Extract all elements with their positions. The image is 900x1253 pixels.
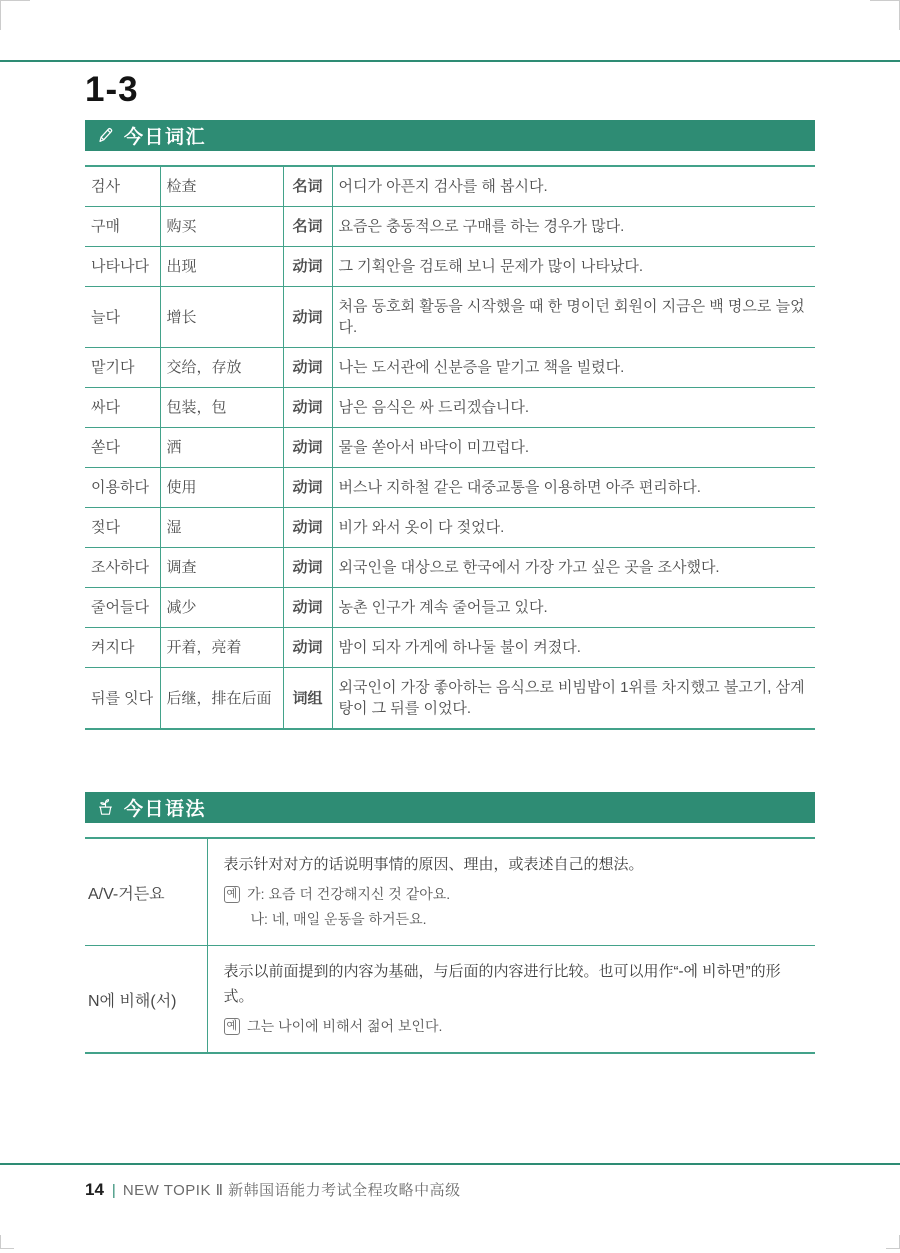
grammar-explanation-cell <box>207 946 815 1054</box>
example-sentence: 그 기획안을 검토해 보니 문제가 많이 나타났다. <box>332 247 815 287</box>
lesson-number-title: 1-3 <box>85 70 139 109</box>
chinese-translation: 增长 <box>160 287 283 348</box>
vocab-row <box>85 287 815 348</box>
example-sentence: 나는 도서관에 신분증을 맡기고 책을 빌렸다. <box>332 348 815 388</box>
vocab-section-title: 今日词汇 <box>124 127 207 148</box>
example-marker-badge: 예 <box>224 1018 241 1035</box>
grammar-example-line <box>224 1014 806 1039</box>
vocab-row <box>85 468 815 508</box>
part-of-speech: 动词 <box>283 348 332 388</box>
example-sentence: 물을 쏟아서 바닥이 미끄럽다. <box>332 428 815 468</box>
grammar-example-text: 그는 나이에 비해서 젊어 보인다. <box>247 1018 443 1034</box>
korean-word: 줄어들다 <box>85 588 160 628</box>
chinese-translation: 开着，亮着 <box>160 628 283 668</box>
korean-word: 검사 <box>85 166 160 207</box>
example-marker-badge: 예 <box>224 886 241 903</box>
grammar-description: 表示针对对方的话说明事情的原因、理由，或表述自己的想法。 <box>223 856 644 873</box>
example-sentence: 농촌 인구가 계속 줄어들고 있다. <box>332 588 815 628</box>
chinese-translation: 包装，包 <box>160 388 283 428</box>
korean-word: 이용하다 <box>85 468 160 508</box>
chinese-translation: 购买 <box>160 207 283 247</box>
chinese-translation: 出现 <box>160 247 283 287</box>
grammar-example-text: 나: 네, 매일 운동을 하거든요. <box>250 911 427 927</box>
pencil-icon <box>96 126 115 145</box>
part-of-speech: 动词 <box>283 388 332 428</box>
vocab-table <box>85 165 815 730</box>
example-sentence: 밤이 되자 가게에 하나둘 불이 켜졌다. <box>332 628 815 668</box>
vocab-row <box>85 247 815 287</box>
part-of-speech: 动词 <box>283 468 332 508</box>
chinese-translation: 使用 <box>160 468 283 508</box>
part-of-speech: 动词 <box>283 287 332 348</box>
vocab-row <box>85 628 815 668</box>
example-sentence: 요즘은 충동적으로 구매를 하는 경우가 많다. <box>332 207 815 247</box>
page-footer <box>85 1179 461 1200</box>
grammar-example-text: 가: 요즘 더 건강해지신 것 같아요. <box>247 886 451 902</box>
chinese-translation: 后继，排在后面 <box>160 668 283 730</box>
grammar-table <box>85 837 815 1054</box>
footer-border-rule <box>0 1163 900 1165</box>
chinese-translation: 检查 <box>160 166 283 207</box>
grammar-pattern: A/V-거든요 <box>85 838 207 946</box>
example-sentence: 버스나 지하철 같은 대중교통을 이용하면 아주 편리하다. <box>332 468 815 508</box>
top-border-rule <box>0 60 900 62</box>
page-number: 14 <box>85 1180 104 1199</box>
example-sentence: 처음 동호회 활동을 시작했을 때 한 명이던 회원이 지금은 백 명으로 늘었다. <box>332 287 815 348</box>
chinese-translation: 湿 <box>160 508 283 548</box>
part-of-speech: 词组 <box>283 668 332 730</box>
vocab-row <box>85 588 815 628</box>
example-sentence: 외국인을 대상으로 한국에서 가장 가고 싶은 곳을 조사했다. <box>332 548 815 588</box>
part-of-speech: 动词 <box>283 508 332 548</box>
example-sentence: 어디가 아픈지 검사를 해 봅시다. <box>332 166 815 207</box>
korean-word: 나타나다 <box>85 247 160 287</box>
korean-word: 젖다 <box>85 508 160 548</box>
vocab-row <box>85 428 815 468</box>
vocab-row <box>85 207 815 247</box>
korean-word: 켜지다 <box>85 628 160 668</box>
grammar-pattern: N에 비해(서) <box>85 946 207 1054</box>
example-sentence: 남은 음식은 싸 드리겠습니다. <box>332 388 815 428</box>
part-of-speech: 动词 <box>283 428 332 468</box>
vocab-row <box>85 388 815 428</box>
vocab-row <box>85 668 815 730</box>
part-of-speech: 动词 <box>283 247 332 287</box>
example-sentence: 비가 와서 옷이 다 젖었다. <box>332 508 815 548</box>
grammar-explanation-cell <box>207 838 815 946</box>
part-of-speech: 名词 <box>283 166 332 207</box>
potted-plant-icon <box>96 798 115 817</box>
book-title: NEW TOPIK Ⅱ 新韩国语能力考试全程攻略中高级 <box>122 1182 461 1199</box>
part-of-speech: 动词 <box>283 548 332 588</box>
part-of-speech: 动词 <box>283 588 332 628</box>
chinese-translation: 洒 <box>160 428 283 468</box>
vocab-row <box>85 348 815 388</box>
crop-mark-bottom-left <box>0 1235 14 1249</box>
korean-word: 싸다 <box>85 388 160 428</box>
korean-word: 늘다 <box>85 287 160 348</box>
crop-mark-bottom-right <box>886 1235 900 1249</box>
page-content <box>85 70 815 1054</box>
crop-mark-top-right <box>870 0 900 30</box>
vocab-row <box>85 548 815 588</box>
chinese-translation: 交给，存放 <box>160 348 283 388</box>
korean-word: 쏟다 <box>85 428 160 468</box>
korean-word: 뒤를 잇다 <box>91 689 154 707</box>
example-sentence: 외국인이 가장 좋아하는 음식으로 비빔밥이 1위를 차지했고 불고기, 삼계탕이 그 뒤를 이었다. <box>338 679 805 717</box>
korean-word: 구매 <box>85 207 160 247</box>
chinese-translation: 调查 <box>160 548 283 588</box>
grammar-section-title: 今日语法 <box>124 799 207 820</box>
vocab-row <box>85 508 815 548</box>
grammar-example-line <box>224 882 806 907</box>
grammar-section-header <box>85 792 815 823</box>
grammar-example-line <box>224 907 806 932</box>
korean-word: 조사하다 <box>85 548 160 588</box>
part-of-speech: 名词 <box>283 207 332 247</box>
vocab-section-header <box>85 120 815 151</box>
vocab-row <box>85 166 815 207</box>
grammar-row <box>85 946 815 1054</box>
footer-separator: | <box>111 1182 116 1199</box>
part-of-speech: 动词 <box>283 628 332 668</box>
chinese-translation: 减少 <box>160 588 283 628</box>
grammar-row <box>85 838 815 946</box>
grammar-description: 表示以前面提到的内容为基础，与后面的内容进行比较。也可以用作“-에 비하면”的形式。 <box>223 963 781 1005</box>
korean-word: 맡기다 <box>85 348 160 388</box>
crop-mark-top-left <box>0 0 30 30</box>
